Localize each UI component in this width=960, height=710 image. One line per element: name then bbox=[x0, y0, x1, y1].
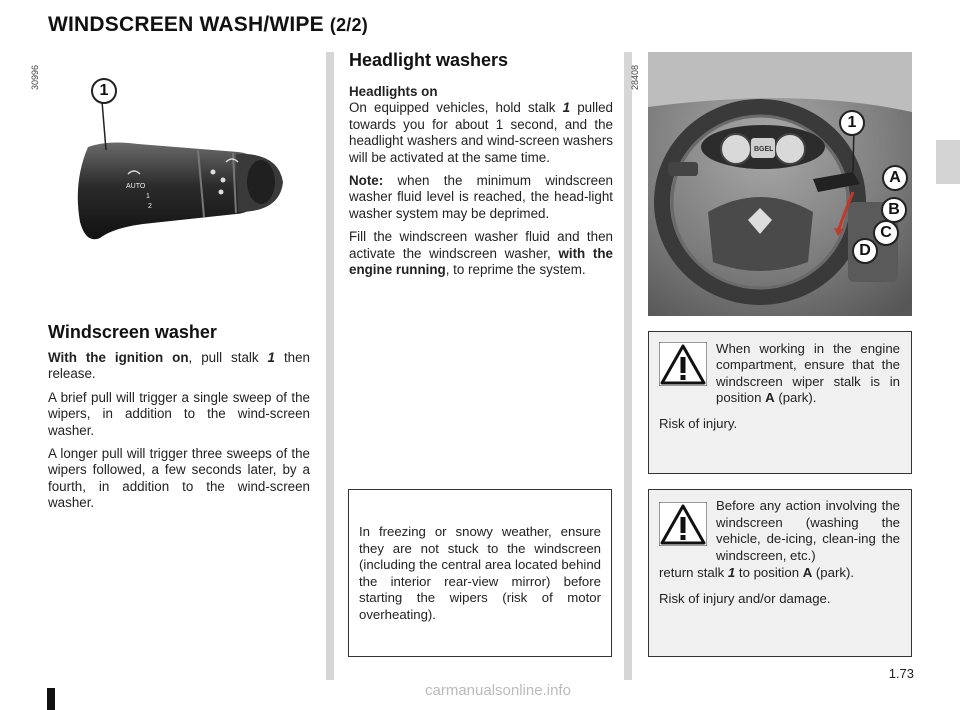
stalk-position-2: 2 bbox=[148, 203, 152, 210]
windscreen-washer-heading: Windscreen washer bbox=[48, 322, 217, 342]
hl-stalk-ref: 1 bbox=[562, 100, 571, 116]
warning-2-to-position: to position bbox=[735, 565, 803, 580]
title-suffix: (2/2) bbox=[329, 15, 368, 35]
warning-2-park: (park). bbox=[812, 565, 854, 580]
cluster-display-text: BGEL bbox=[754, 146, 774, 153]
image-code-left: 30996 bbox=[30, 64, 40, 90]
stalk-illustration bbox=[48, 52, 318, 282]
stalk-photo bbox=[48, 52, 318, 282]
position-d-label: D bbox=[852, 238, 878, 264]
warning-2-text-a: Before any action involving the windscreen (washing the vehicle, de-icing, clean-ing the windscreen, etc.) bbox=[716, 498, 900, 563]
stalk-ref: 1 bbox=[267, 350, 275, 365]
warning-2-text-b bbox=[659, 565, 903, 581]
washer-paragraph-2: A brief pull will trigger a single sweep of the wipers, in addition to the wind-screen washer. bbox=[48, 389, 310, 438]
engine-running-label: with the engine running bbox=[349, 245, 613, 278]
warning-1-text bbox=[716, 341, 900, 407]
note-text: when the minimum windscreen washer fluid level is reached, the head-light washer system may be deprimed. bbox=[349, 173, 613, 221]
dashboard-photo bbox=[648, 52, 912, 316]
column-divider-left bbox=[326, 52, 334, 680]
headlight-washers-text bbox=[349, 84, 613, 285]
position-c-label: C bbox=[873, 220, 899, 246]
corner-mark bbox=[47, 688, 55, 710]
headlights-on-subheading: Headlights on bbox=[349, 84, 438, 99]
note-label: Note: bbox=[349, 173, 384, 189]
warning-box-windscreen bbox=[648, 489, 912, 657]
warning-2-stalk: 1 bbox=[727, 565, 736, 580]
freezing-info-box bbox=[348, 489, 612, 657]
position-a-label: A bbox=[882, 165, 908, 191]
p1-text-b: then release. bbox=[48, 350, 311, 382]
warning-1-text-b: (park). bbox=[774, 390, 817, 406]
warning-1-risk: Risk of injury. bbox=[659, 416, 738, 431]
headlight-washers-heading: Headlight washers bbox=[349, 50, 509, 70]
hl-p3-a: Fill the windscreen washer fluid and then activate the windscreen washer, bbox=[349, 229, 613, 261]
warning-2-pos: A bbox=[802, 565, 813, 580]
warning-box-engine bbox=[648, 331, 912, 474]
title-text: WINDSCREEN WASH/WIPE bbox=[48, 13, 324, 36]
position-b-label: B bbox=[881, 197, 907, 223]
hl-p3-b: , to reprime the system. bbox=[445, 262, 586, 278]
watermark: carmanualsonline.info bbox=[425, 682, 571, 699]
washer-paragraph-1 bbox=[48, 350, 310, 383]
column-divider-right bbox=[624, 52, 632, 680]
windscreen-washer-text bbox=[48, 350, 310, 519]
freezing-info-text: In freezing or snowy weather, ensure they are not stuck to the windscreen (including the central area located behind the interior rear-view mirror) before starting the wipers (risk of motor overheating). bbox=[359, 524, 601, 622]
warning-triangle-icon-2 bbox=[659, 502, 707, 546]
dashboard-illustration bbox=[648, 52, 912, 316]
headlight-paragraph-1 bbox=[349, 100, 613, 166]
warning-2-stalk-text: return stalk bbox=[659, 565, 728, 580]
section-tab bbox=[936, 140, 960, 184]
warning-2-risk: Risk of injury and/or damage. bbox=[659, 591, 831, 606]
callout-1-right: 1 bbox=[839, 110, 865, 136]
stalk-auto-label: AUTO bbox=[126, 183, 146, 190]
callout-1-left: 1 bbox=[91, 78, 117, 104]
p1-text-a: , pull stalk bbox=[188, 350, 268, 365]
warning-1-text-a: When working in the engine compartment, ensure that the windscreen wiper stalk is in position bbox=[716, 341, 900, 406]
hl-p1-b: pulled towards you for about 1 second, and the headlight washers and wind-screen washers will be activated at the same time. bbox=[349, 100, 613, 165]
washer-paragraph-3: A longer pull will trigger three sweeps of the wipers followed, a few seconds later, by a fourth, in addition to the wind-screen washer. bbox=[48, 446, 310, 511]
hl-p1-a: On equipped vehicles, hold stalk bbox=[349, 100, 563, 116]
ignition-on-label: With the ignition on bbox=[48, 350, 189, 365]
headlight-paragraph-3 bbox=[349, 229, 613, 278]
warning-triangle-icon bbox=[659, 342, 707, 386]
page-title bbox=[48, 13, 368, 37]
headlight-note bbox=[349, 173, 613, 222]
image-code-right: 28408 bbox=[630, 64, 640, 90]
warning-1-pos: A bbox=[765, 390, 775, 406]
page-number: 1.73 bbox=[888, 666, 914, 681]
stalk-position-1: 1 bbox=[146, 193, 150, 200]
